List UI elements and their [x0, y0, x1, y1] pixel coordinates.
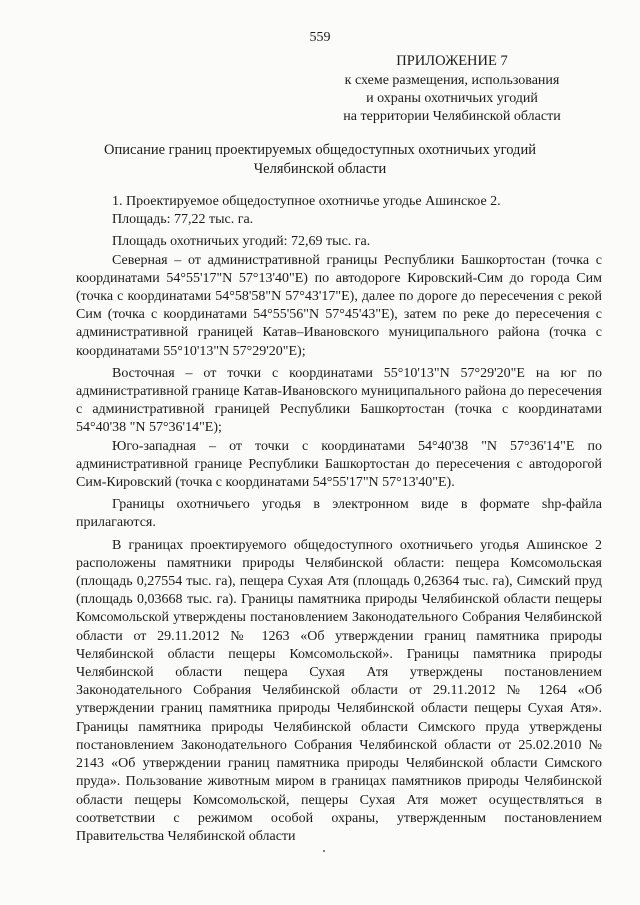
- appendix-line-1: к схеме размещения, использования: [344, 73, 560, 88]
- appendix-line-2: и охраны охотничьих угодий: [366, 91, 538, 106]
- document-heading: [0, 141, 640, 179]
- paragraph-nature-monuments: В границах проектируемого общедоступного охотничьего угодья Ашинское 2 расположены памятники природы Челябинской области: пещера Комсомольская (площадь 0,27554 тыс. га), пещера Сухая Атя (площадь 0,26364 тыс. га), Симский пруд (площадь 0,03668 тыс. га). Границы памятника природы Челябинской области пещеры Комсомольской утверждены постановлением Законодательного Собрания Челябинской области от 29.11.2012 № 1263 «Об утверждении границ памятника природы Челябинской области пещеры Комсомольской». Границы памятника природы Челябинской области пещера Сухая Атя утверждены постановлением Законодательного Собрания Челябинской области от 29.11.2012 № 1264 «Об утверждении границ памятника природы Челябинской области пещеры Сухая Атя». Границы памятника природы Челябинской области Симского пруда утверждены постановлением Законодательного Собрания Челябинской области от 25.02.2010 № 2143 «Об утверждении границ памятника природы Челябинской области Симского пруда». Пользование животным миром в границах памятников природы Челябинской области пещеры Комсомольской, пещеры Сухая Атя может осуществляться в соответствии с режимом особой охраны, утвержденным постановлением Правительства Челябинской области: [76, 537, 602, 844]
- document-body: [76, 193, 602, 846]
- paragraph-shp-files: Границы охотничьего угодья в электронном виде в формате shp-файла прилагаются.: [76, 497, 602, 531]
- paragraph-area: Площадь: 77,22 тыс. га.: [112, 212, 254, 228]
- appendix-line-3: на территории Челябинской области: [343, 109, 561, 124]
- page-number: 559: [309, 30, 331, 45]
- paragraph-southwest-boundary: Юго-западная – от точки с координатами 54°40'38 "N 57°36'14"E по административной границе Республики Башкортостан до пересечения с автодорогой Сим-Кировский (точка с координатами 54°55'17"N 57°13'40"E).: [76, 438, 602, 491]
- scan-speck: [323, 850, 325, 852]
- appendix-block: [322, 52, 582, 126]
- heading-line-1: Описание границ проектируемых общедоступных охотничьих угодий: [104, 142, 536, 158]
- paragraph-hunting-ground-title: 1. Проектируемое общедоступное охотничье угодье Ашинское 2.: [112, 194, 501, 209]
- paragraph-hunting-area: Площадь охотничьих угодий: 72,69 тыс. га.: [112, 234, 371, 250]
- paragraph-north-boundary: Северная – от административной границы Республики Башкортостан (точка с координатами 54°55'17"N 57°13'40"E) по автодороге Кировский-Сим до города Сим (точка с координатами 54°58'58"N 57°43'17"E), далее по дороге до пересечения с рекой Сим (точка с координатами 54°55'56"N 57°45'43"E), затем по реке до пересечения с административной границей Катав–Ивановского муниципального района (точка с координатами 55°10'13"N 57°29'20"E);: [76, 252, 602, 359]
- appendix-title: ПРИЛОЖЕНИЕ 7: [396, 53, 508, 69]
- paragraph-east-boundary: Восточная – от точки с координатами 55°10'13"N 57°29'20"E на юг по административной границе Катав-Ивановского муниципального района до пересечения с административной границей Республики Башкортостан (точка с координатами 54°40'38 "N 57°36'14"E);: [76, 365, 602, 436]
- heading-line-2: Челябинской области: [253, 161, 387, 177]
